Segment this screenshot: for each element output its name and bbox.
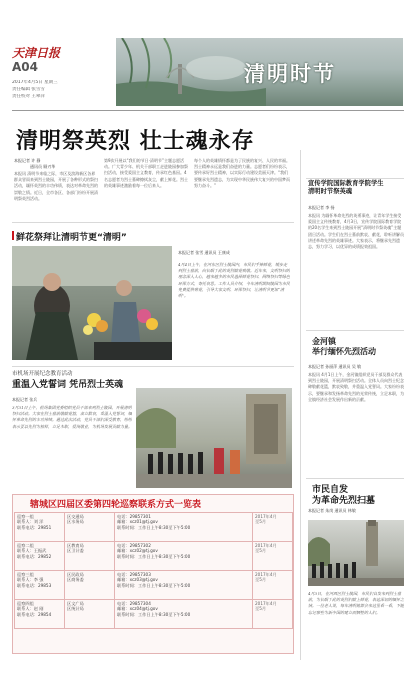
schedule-title: 辖城区四届区委第四轮巡察联系方式一览表 bbox=[30, 500, 202, 510]
masthead-divider bbox=[12, 110, 404, 111]
lead-byline: 本报记者 许 静 bbox=[14, 158, 41, 163]
designer-line: 责任校对 王翠萍 bbox=[12, 94, 45, 99]
right1-title: 宣传学院国际教育学院学生 清明时节祭英魂 bbox=[308, 180, 384, 195]
schedule-cell: 区教育局 区卫计委 bbox=[65, 542, 115, 571]
lead-column-1: 本报讯 清明节来临之际，市区及滨海新区各界群众冒雨来到烈士陵园，开展了各种形式的祭扫活动，缅怀英烈的丰功伟绩，表达对革命先烈的崇敬之情。近日，全市各区、各部门纷纷开展清明祭英烈活动。 bbox=[14, 171, 98, 201]
right3-byline: 本报记者 朱岗 通讯员 林敏 bbox=[308, 508, 356, 513]
right-column-rule-1 bbox=[306, 178, 404, 179]
schedule-cell: 电话：29857301 邮箱：xcz01@tj.gov 联系时间：工作日上午8:30至下午5:00 bbox=[115, 513, 253, 542]
lead-column-3: 每个人的英雄情怀都是为了民族的复兴、人民的幸福。烈士精神永远是我们奋进的力量。志愿者们纷纷表示，要传承好烈士精神，以实际行动建设美丽天津。“我们要继承先烈遗志，为实现中华民族伟大复兴的中国梦而努力奋斗。” bbox=[194, 158, 290, 188]
headline-marker bbox=[12, 231, 14, 240]
schedule-cell: 区交通局 区水务局 bbox=[65, 513, 115, 542]
schedule-cell: 巡察二组 联系人：王振武 联系电话：29852 bbox=[15, 542, 65, 571]
story3-photo-scene bbox=[136, 388, 292, 488]
schedule-cell: 2017年4月 至5月 bbox=[253, 542, 293, 571]
story3-photo bbox=[136, 388, 292, 488]
divider-story2 bbox=[12, 366, 294, 367]
story2-title: 鲜花祭拜让清明节更“清明” bbox=[16, 233, 127, 243]
story3-body: 3月31日上午，机场集团党委组织党员干部来到烈士陵园，开展清明祭扫活动。大家在烈士墓前敬献花篮，肃立默哀，重温入党誓词，缅怀革命先烈的丰功伟绩。通过此次活动，党员干部们深受教育，纷纷表示要以先烈为榜样，立足本职，爱岗敬业，为机场发展贡献力量。 bbox=[12, 405, 132, 429]
right-column-divider bbox=[300, 150, 301, 660]
schedule-row bbox=[15, 542, 293, 571]
schedule-cell: 2017年4月 至5月 bbox=[253, 513, 293, 542]
story3-byline: 本报记者 张兵 bbox=[12, 397, 38, 402]
right3-title-2: 为革命先烈扫墓 bbox=[312, 496, 376, 506]
lead-byline-2: 通讯员 顾刃华 bbox=[30, 164, 56, 169]
page-number: A04 bbox=[12, 60, 38, 74]
right-column-rule-3 bbox=[306, 478, 404, 479]
newspaper-logo: 天津日报 bbox=[12, 46, 61, 60]
story2-photo-scene bbox=[12, 246, 172, 360]
schedule-cell: 电话：29857303 邮箱：xcz03@tj.gov 联系时间：工作日上午8:30至下午5:00 bbox=[115, 571, 253, 600]
story2-photo bbox=[12, 246, 172, 360]
schedule-cell: 区文广局 区统计局 bbox=[65, 600, 115, 629]
editor-line: 责任编辑 张雪雪 bbox=[12, 87, 45, 92]
right2-title-2: 举行缅怀先烈活动 bbox=[312, 347, 376, 356]
right3-photo bbox=[308, 520, 404, 586]
right2-body: 本报讯 4月1日上午，金河镇组织党员干部及群众代表到烈士陵园，开展清明祭扫活动。全体人员向烈士纪念碑敬献花篮，默哀致敬，并重温入党誓词。大家纷纷表示，要继承和发扬革命先烈的光荣传统，立足本职，为全镇经济社会发展作出新的贡献。 bbox=[308, 372, 404, 402]
story2-byline: 本报记者 张雪 通讯员 王康成 bbox=[178, 250, 230, 255]
schedule-cell: 区民政局 区商务委 bbox=[65, 571, 115, 600]
main-headline: 清明祭英烈 壮士魂永存 bbox=[16, 128, 255, 154]
schedule-cell: 巡察一组 联系人：刘 洋 联系电话：29851 bbox=[15, 513, 65, 542]
story2-body: 4月4日上午，在河东区烈士陵园内，市民们手捧鲜花，缓步走到烈士墓前，向长眠于此的英烈献花致敬。近年来，文明祭扫的理念深入人心，越来越多的市民选择鲜花祭扫、网络祭扫等绿色环保方式，寄托哀思。工作人员介绍，今年清明期间陵园为市民免费提供菊花，引导大家文明、环保祭扫，让清明节更加“清明”。 bbox=[178, 262, 290, 299]
section-title: 清明时节 bbox=[244, 61, 336, 86]
schedule-cell: 巡察三组 联系人：李 强 联系电话：29853 bbox=[15, 571, 65, 600]
right1-body: 本报讯 为缅怀革命先烈的英勇事迹，让青年学生接受爱国主义传统教育，4月3日，宣传学院国际教育学院的20名学生来到烈士陵园开展“清明时节祭英魂”主题团日活动。学生们在烈士墓前默哀、献花，聆听讲解员讲述革命先烈的英雄事迹。大家表示，将继承先烈遗志，努力学习，以优异的成绩报效祖国。 bbox=[308, 213, 404, 250]
right3-photo-scene bbox=[308, 520, 404, 586]
right3-title-1: 市民自发 bbox=[312, 485, 349, 495]
schedule-cell: 电话：29857304 邮箱：xcz04@tj.gov 联系时间：工作日上午8:30至下午5:00 bbox=[115, 600, 253, 629]
story3-title: 重温入党誓词 凭吊烈士英魂 bbox=[12, 380, 124, 390]
schedule-row bbox=[15, 571, 293, 600]
schedule-row bbox=[15, 513, 293, 542]
schedule-cell: 电话：29857302 邮箱：xcz02@tj.gov 联系时间：工作日上午8:30至下午5:00 bbox=[115, 542, 253, 571]
story3-kicker: 市机场开展纪念教育活动 bbox=[12, 371, 73, 377]
lead-column-2: 第9次开展以“我们的节日·清明节”主题志愿活动。广大青少年、机关干部职工走进陵园参加祭扫活动，接受爱国主义教育，传承红色基因。4名志愿者为烈士墓碑擦拭灰尘，献上鲜花。烈士的英雄事迹激励着每一位后来人。 bbox=[104, 158, 188, 188]
schedule-cell: 巡察四组 联系人：赵 刚 联系电话：29854 bbox=[15, 600, 65, 629]
schedule-cell: 2017年4月 至5月 bbox=[253, 600, 293, 629]
right2-byline: 本报记者 孙丽萍 通讯员 吴 敏 bbox=[308, 364, 362, 369]
masthead bbox=[0, 0, 415, 112]
issue-date: 2017年4月5日 星期三 bbox=[12, 80, 58, 85]
right3-body: 4月3日，在河西区烈士陵园，市民们自发来到烈士墓前，为长眠于此的英烈们献上鲜花，表达深切的缅怀之情。一位老人说，每年清明他都会来这里看一看，不能忘记那些为新中国的建立而牺牲的人们。 bbox=[308, 591, 404, 615]
right1-byline: 本报记者 李 扬 bbox=[308, 205, 335, 210]
schedule-row bbox=[15, 600, 293, 629]
right2-title-1: 金河镇 bbox=[312, 337, 336, 346]
schedule-table bbox=[14, 512, 293, 629]
right-column-rule-2 bbox=[306, 330, 404, 331]
divider-lead bbox=[12, 222, 294, 223]
schedule-cell: 2017年4月 至5月 bbox=[253, 571, 293, 600]
